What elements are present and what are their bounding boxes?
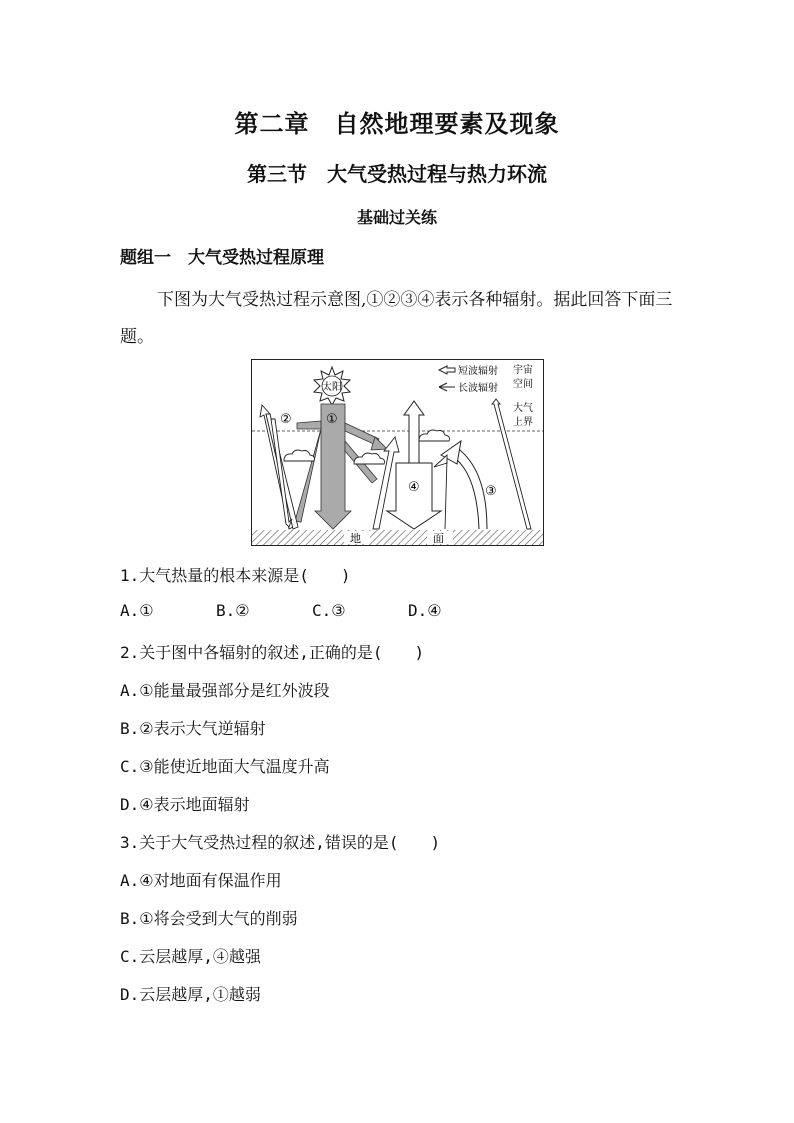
sun-label: 太阳 (322, 382, 342, 393)
question-3-option-d[interactable]: D.云层越厚,①越弱 (120, 985, 261, 1004)
space-label-2: 空间 (513, 379, 533, 390)
question-2-option-c[interactable]: C.③能使近地面大气温度升高 (120, 757, 330, 776)
question-3-stem: 3.关于大气受热过程的叙述,错误的是( ) (120, 833, 441, 852)
question-1-option-b[interactable]: B.② (216, 601, 250, 620)
chapter-title: 第二章 自然地理要素及现象 (234, 109, 560, 138)
intro-paragraph: 下图为大气受热过程示意图,①②③④表示各种辐射。据此回答下面三题。 (120, 290, 673, 347)
question-1-stem: 1.大气热量的根本来源是( ) (120, 566, 351, 585)
ground-label-1: 地 (350, 532, 361, 545)
question-3-option-c[interactable]: C.云层越厚,④越强 (120, 947, 261, 966)
question-2-option-a[interactable]: A.①能量最强部分是红外波段 (120, 681, 330, 700)
question-1-option-a[interactable]: A.① (120, 601, 154, 620)
question-2-option-d[interactable]: D.④表示地面辐射 (120, 795, 250, 814)
question-1-option-d[interactable]: D.④ (408, 601, 442, 620)
question-1-option-c[interactable]: C.③ (312, 601, 346, 620)
atmos-label-1: 大气 (513, 403, 533, 414)
question-2-option-b[interactable]: B.②表示大气逆辐射 (120, 719, 266, 738)
subtitle: 基础过关练 (356, 208, 437, 227)
question-1-options (120, 601, 504, 620)
ground-label-2: 面 (433, 532, 444, 545)
section-title: 第三节 大气受热过程与热力环流 (247, 162, 547, 186)
atmos-label-2: 上界 (513, 417, 533, 428)
mark-2: ② (280, 412, 292, 427)
space-label-1: 宇宙 (513, 365, 533, 376)
group-title: 题组一 大气受热过程原理 (120, 248, 324, 268)
atmosphere-heating-diagram (251, 359, 544, 546)
legend-short-label: 短波辐射 (458, 366, 498, 377)
question-2-stem: 2.关于图中各辐射的叙述,正确的是( ) (120, 643, 425, 662)
question-3-option-a[interactable]: A.④对地面有保温作用 (120, 871, 282, 890)
ground-band (252, 530, 543, 545)
legend-long-label: 长波辐射 (458, 383, 498, 394)
mark-4: ④ (408, 480, 420, 495)
question-3-option-b[interactable]: B.①将会受到大气的削弱 (120, 909, 298, 928)
mark-1: ① (326, 412, 338, 427)
mark-3: ③ (485, 484, 497, 499)
